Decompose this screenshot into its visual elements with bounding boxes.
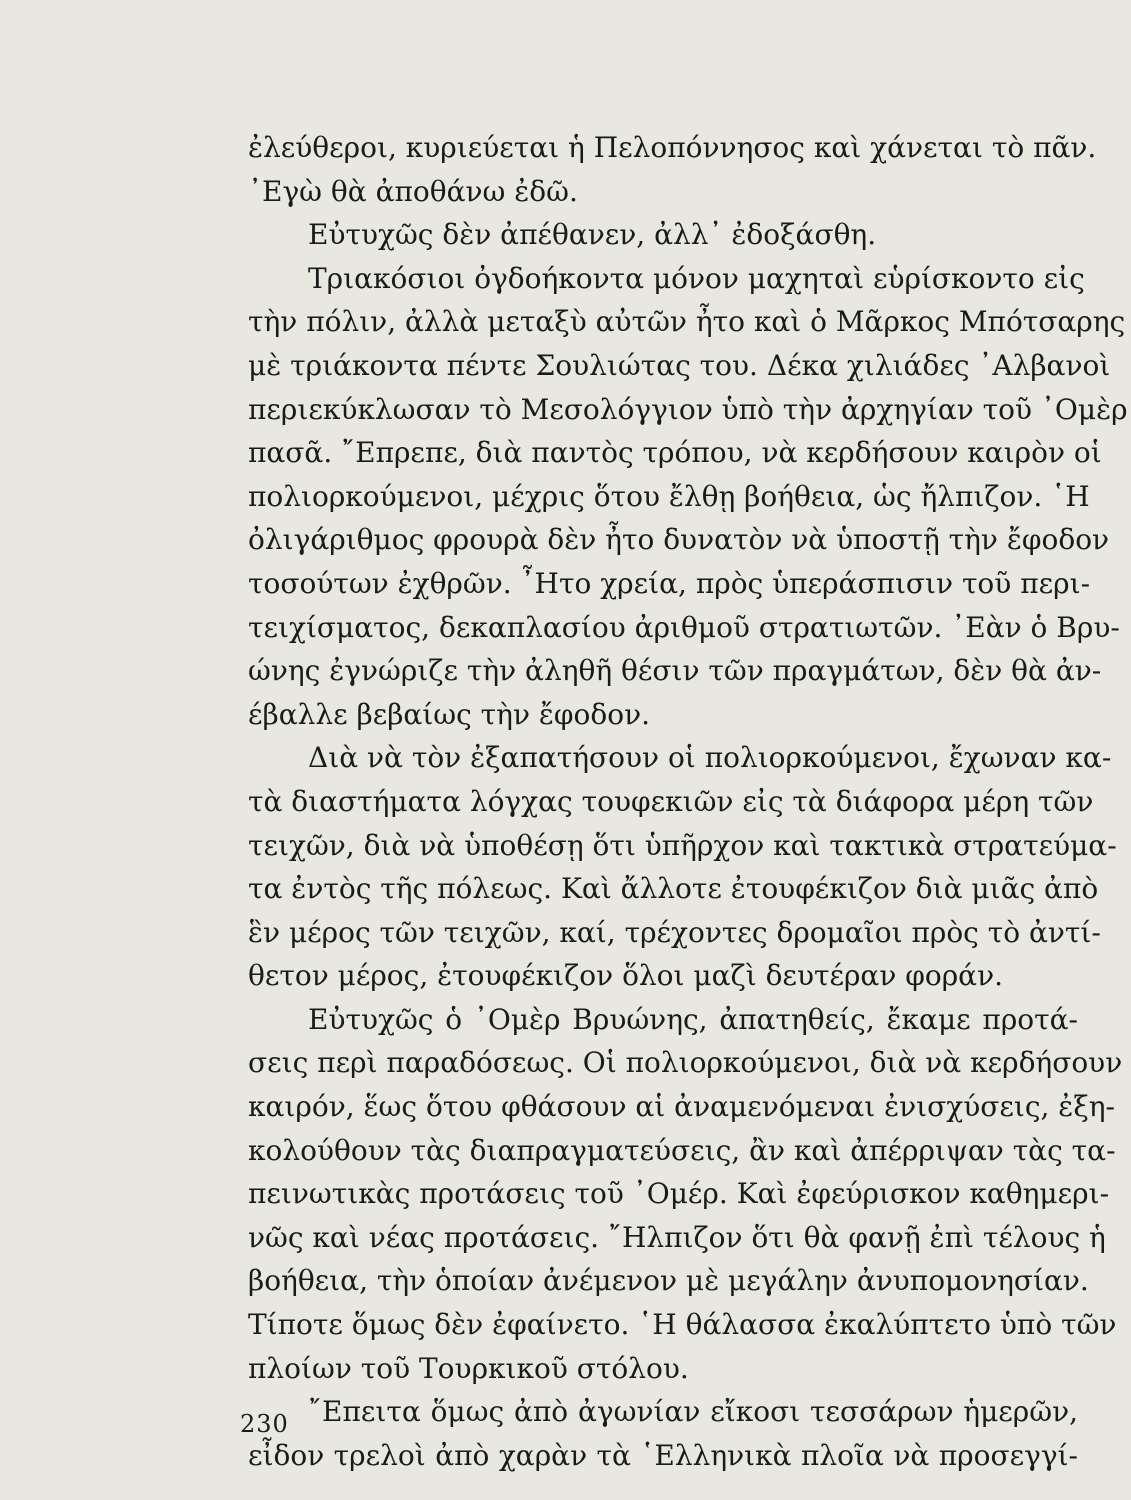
text-line: ᾿Εγὼ θὰ ἀποθάνω ἐδῶ.: [248, 174, 578, 208]
page-number: 230: [240, 1410, 289, 1438]
body-text: [248, 126, 1128, 1477]
text-line: σεις περὶ παραδόσεως. Οἱ πολιορκούμενοι, διὰ νὰ κερδήσουν: [248, 1046, 1123, 1080]
text-line: πολιορκούμενοι, μέχρις ὅτου ἔλθῃ βοήθεια, ὡς ἤλπιζον. ῾Η: [248, 479, 1090, 513]
text-line: τὴν πόλιν, ἀλλὰ μεταξὺ αὐτῶν ἦτο καὶ ὁ Μᾶρκος Μπότσαρης: [248, 305, 1126, 339]
text-line: Διὰ νὰ τὸν ἐξαπατήσουν οἱ πολιορκούμενοι, ἔχωναν κα-: [308, 741, 1112, 775]
text-line: τὰ διαστήματα λόγχας τουφεκιῶν εἰς τὰ διάφορα μέρη τῶν: [248, 784, 1094, 818]
text-line: πλοίων τοῦ Τουρκικοῦ στόλου.: [248, 1351, 689, 1385]
text-line: βοήθεια, τὴν ὁποίαν ἀνέμενον μὲ μεγάλην ἀνυπομονησίαν.: [248, 1264, 1089, 1298]
text-line: τειχῶν, διὰ νὰ ὑποθέσῃ ὅτι ὑπῆρχον καὶ τακτικὰ στρατεύμα-: [248, 828, 1117, 862]
text-line: ὀλιγάριθμος φρουρὰ δὲν ἦτο δυνατὸν νὰ ὑποστῇ τὴν ἔφοδον: [248, 523, 1110, 557]
text-line: τοσούτων ἐχθρῶν. ῏Ητο χρεία, πρὸς ὑπεράσπισιν τοῦ περι-: [248, 566, 1091, 600]
text-line: ώνης ἐγνώριζε τὴν ἀληθῆ θέσιν τῶν πραγμάτων, δὲν θὰ ἀν-: [248, 654, 1102, 688]
text-line: Εὐτυχῶς δὲν ἀπέθανεν, ἀλλ᾿ ἐδοξάσθη.: [308, 218, 877, 252]
text-line: τα ἐντὸς τῆς πόλεως. Καὶ ἄλλοτε ἐτουφέκιζον διὰ μιᾶς ἀπὸ: [248, 872, 1099, 906]
text-line: ἓν μέρος τῶν τειχῶν, καί, τρέχοντες δρομαῖοι πρὸς τὸ ἀντί-: [248, 915, 1101, 949]
text-line: θετον μέρος, ἐτουφέκιζον ὅλοι μαζὶ δευτέραν φοράν.: [248, 959, 1004, 993]
text-line: Τριακόσιοι ὀγδοήκοντα μόνον μαχηταὶ εὑρίσκοντο εἰς: [308, 261, 1085, 295]
text-line: ἐλεύθεροι, κυριεύεται ἡ Πελοπόννησος καὶ χάνεται τὸ πᾶν.: [248, 131, 1097, 164]
text-line: καιρόν, ἕως ὅτου φθάσουν αἱ ἀναμενόμεναι ἐνισχύσεις, ἐξη-: [248, 1090, 1115, 1124]
text-line: Τίποτε ὅμως δὲν ἐφαίνετο. ῾Η θάλασσα ἐκαλύπτετο ὑπὸ τῶν: [248, 1308, 1117, 1342]
text-line: έβαλλε βεβαίως τὴν ἔφοδον.: [248, 697, 650, 731]
text-line: μὲ τριάκοντα πέντε Σουλιώτας του. Δέκα χιλιάδες ᾿Αλβανοὶ: [248, 348, 1111, 382]
text-line: πασᾶ. ῎Επρεπε, διὰ παντὸς τρόπου, νὰ κερδήσουν καιρὸν οἱ: [248, 436, 1102, 470]
text-line: ῎Επειτα ὅμως ἀπὸ ἀγωνίαν εἴκοσι τεσσάρων ἡμερῶν,: [308, 1395, 1078, 1429]
text-line: Εὐτυχῶς ὁ ᾿Ομὲρ Βρυώνης, ἀπατηθείς, ἔκαμε προτά-: [308, 1002, 1078, 1036]
text-line: τειχίσματος, δεκαπλασίου ἀριθμοῦ στρατιωτῶν. ᾿Εὰν ὁ Βρυ-: [248, 610, 1120, 644]
text-line: περιεκύκλωσαν τὸ Μεσολόγγιον ὑπὸ τὴν ἀρχηγίαν τοῦ ᾿Ομὲρ: [248, 392, 1128, 426]
text-line: πεινωτικὰς προτάσεις τοῦ ᾿Ομέρ. Καὶ ἐφεύρισκον καθημερι-: [248, 1177, 1110, 1211]
text-line: εἶδον τρελοὶ ἀπὸ χαρὰν τὰ ῾Ελληνικὰ πλοῖα νὰ προσεγγί-: [248, 1438, 1078, 1472]
text-line: νῶς καὶ νέας προτάσεις. ῎Ηλπιζον ὅτι θὰ φανῇ ἐπὶ τέλους ἡ: [248, 1220, 1106, 1254]
text-line: κολούθουν τὰς διαπραγματεύσεις, ἂν καὶ ἀπέρριψαν τὰς τα-: [248, 1133, 1116, 1167]
